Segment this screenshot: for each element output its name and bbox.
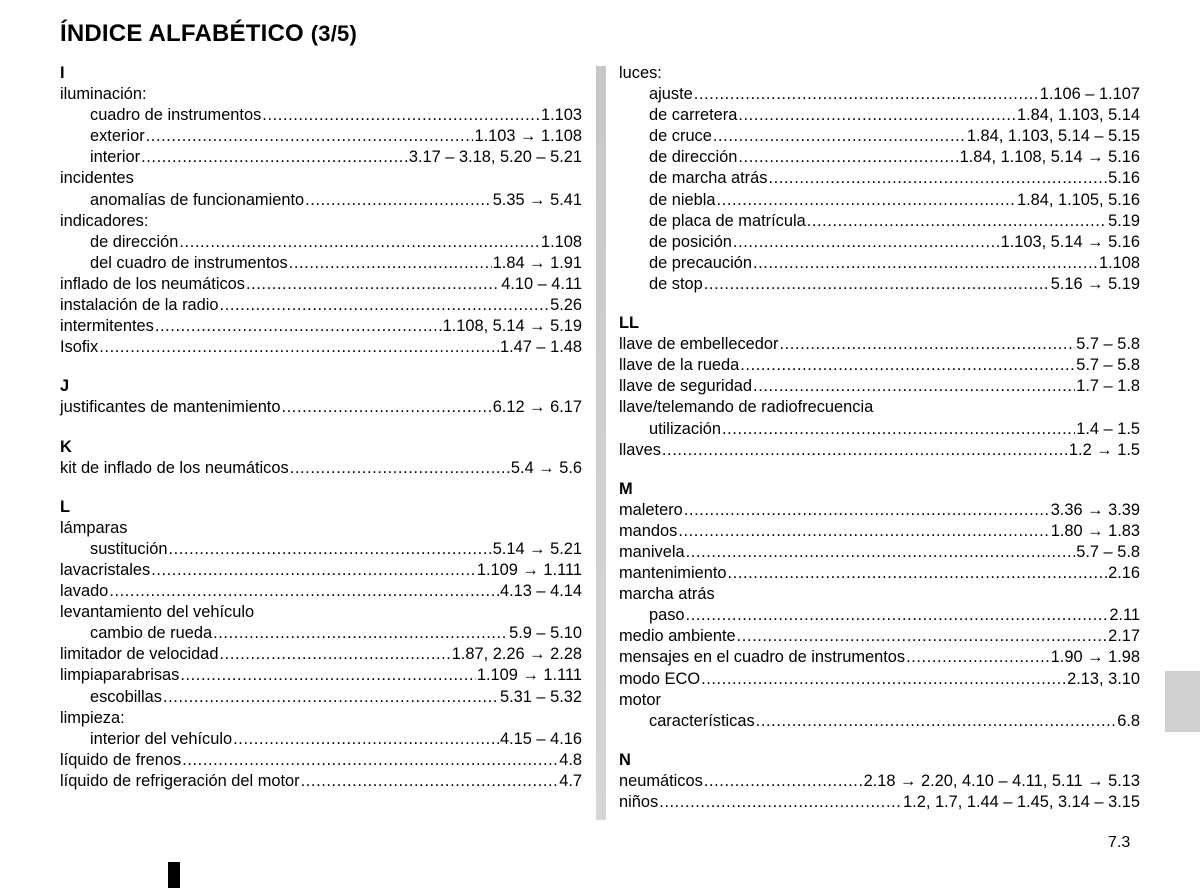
- dot-leader: [168, 539, 491, 560]
- index-entry: [619, 563, 1140, 584]
- index-subentry: [619, 711, 1140, 732]
- index-heading: limpieza:: [60, 708, 125, 727]
- entry-pages: 1.109 → 1.111: [476, 666, 582, 685]
- entry-term: mandos: [619, 521, 678, 540]
- section-letter: I: [60, 64, 65, 82]
- entry-term: modo ECO: [619, 669, 701, 688]
- dot-leader: [301, 771, 559, 792]
- index-subentry: [60, 253, 582, 274]
- index-subentry: [60, 539, 582, 560]
- entry-pages: 1.103, 5.14 → 5.16: [1000, 232, 1140, 251]
- index-heading: iluminación:: [60, 85, 147, 104]
- index-subentry: [60, 687, 582, 708]
- entry-pages: 4.7: [559, 771, 582, 790]
- entry-pages: 5.7 – 5.8: [1076, 335, 1140, 354]
- dot-leader: [701, 669, 1066, 690]
- index-entry: [619, 521, 1140, 542]
- entry-term: llaves: [619, 440, 661, 459]
- entry-pages: 1.103 → 1.108: [474, 127, 582, 146]
- index-heading: indicadores:: [60, 211, 149, 230]
- entry-term: utilización: [649, 419, 721, 438]
- entry-term: maletero: [619, 500, 683, 519]
- index-entry: [60, 771, 582, 792]
- section-letter: N: [619, 750, 631, 769]
- print-crop-mark: [168, 862, 180, 888]
- entry-term: de marcha atrás: [649, 169, 768, 188]
- entry-pages: 5.7 – 5.8: [1076, 356, 1140, 375]
- index-entry: [619, 500, 1140, 521]
- entry-pages: 2.11: [1109, 606, 1140, 625]
- index-entry: [619, 626, 1140, 647]
- entry-pages: 4.10 – 4.11: [501, 274, 582, 293]
- entry-pages: 6.8: [1117, 711, 1140, 730]
- entry-pages: 1.84, 1.103, 5.14 – 5.15: [966, 127, 1140, 146]
- entry-pages: 1.80 → 1.83: [1050, 521, 1140, 540]
- dot-leader: [753, 253, 1098, 274]
- entry-pages: 5.31 – 5.32: [499, 687, 582, 706]
- entry-pages: 1.84, 1.103, 5.14: [1016, 106, 1140, 125]
- dot-leader: [704, 771, 863, 792]
- section-spacer: [619, 732, 1140, 750]
- dot-leader: [768, 168, 1107, 189]
- dot-leader: [722, 419, 1075, 440]
- entry-pages: 5.16 → 5.19: [1050, 274, 1140, 293]
- dot-leader: [738, 105, 1016, 126]
- entry-pages: 1.108: [540, 232, 582, 251]
- dot-leader: [262, 105, 540, 126]
- section-letter: M: [619, 479, 633, 498]
- entry-term: llave de embellecedor: [619, 335, 779, 354]
- dot-leader: [99, 337, 499, 358]
- index-column-right: [619, 63, 1140, 813]
- entry-pages: 4.8: [559, 750, 582, 769]
- entry-pages: 5.16: [1108, 169, 1140, 188]
- entry-term: lavacristales: [60, 560, 151, 579]
- entry-term: paso: [649, 606, 685, 625]
- entry-pages: 1.108: [1098, 253, 1140, 272]
- index-entry: [619, 376, 1140, 397]
- entry-term: mantenimiento: [619, 564, 727, 583]
- dot-leader: [678, 521, 1049, 542]
- entry-pages: 1.2, 1.7, 1.44 – 1.45, 3.14 – 3.15: [903, 793, 1140, 811]
- entry-pages: 1.84, 1.105, 5.16: [1016, 190, 1140, 209]
- section-spacer: [619, 295, 1140, 313]
- index-entry: [619, 542, 1140, 563]
- entry-term: cuadro de instrumentos: [90, 106, 262, 125]
- index-entry: [60, 274, 582, 295]
- index-subentry: [60, 232, 582, 253]
- entry-term: de stop: [649, 274, 703, 293]
- entry-term: limpiaparabrisas: [60, 666, 180, 685]
- entry-term: de posición: [649, 232, 732, 251]
- dot-leader: [659, 792, 902, 813]
- entry-term: de niebla: [649, 190, 716, 209]
- index-subentry: [619, 253, 1140, 274]
- entry-pages: 1.47 – 1.48: [499, 338, 582, 357]
- index-subentry: [619, 84, 1140, 105]
- index-heading: luces:: [619, 64, 662, 82]
- dot-leader: [704, 274, 1050, 295]
- entry-term: ajuste: [649, 85, 693, 104]
- index-subentry: [619, 274, 1140, 295]
- dot-leader: [305, 190, 492, 211]
- section-letter: LL: [619, 314, 640, 333]
- entry-pages: 6.12 → 6.17: [492, 398, 582, 417]
- entry-pages: 1.108, 5.14 → 5.19: [442, 317, 582, 336]
- dot-leader: [694, 84, 1039, 105]
- entry-pages: 1.87, 2.26 → 2.28: [451, 645, 582, 664]
- entry-term: intermitentes: [60, 317, 154, 336]
- entry-pages: 1.109 → 1.111: [476, 560, 582, 579]
- index-subentry: [60, 105, 582, 126]
- dot-leader: [728, 563, 1108, 584]
- entry-pages: 5.9 – 5.10: [509, 624, 582, 643]
- dot-leader: [686, 542, 1076, 563]
- entry-term: de cruce: [649, 127, 712, 146]
- index-entry: [60, 644, 582, 665]
- entry-pages: 3.36 → 3.39: [1050, 500, 1140, 519]
- entry-term: de dirección: [649, 148, 738, 167]
- index-subentry: [619, 605, 1140, 626]
- entry-term: Isofix: [60, 338, 99, 357]
- entry-pages: 5.35 → 5.41: [492, 190, 582, 209]
- index-subentry: [60, 623, 582, 644]
- entry-pages: 2.17: [1108, 627, 1140, 646]
- dot-leader: [686, 605, 1109, 626]
- dot-leader: [662, 440, 1068, 461]
- index-heading: levantamiento del vehículo: [60, 603, 255, 622]
- entry-pages: 1.90 → 1.98: [1050, 648, 1140, 667]
- entry-pages: 5.26: [550, 296, 582, 315]
- index-entry: [619, 647, 1140, 668]
- page-title: [60, 20, 357, 48]
- index-subentry: [619, 105, 1140, 126]
- entry-pages: 2.13, 3.10: [1067, 669, 1140, 688]
- index-subentry: [60, 190, 582, 211]
- entry-pages: 5.7 – 5.8: [1076, 542, 1140, 561]
- entry-term: mensajes en el cuadro de instrumentos: [619, 648, 906, 667]
- dot-leader: [151, 560, 476, 581]
- index-entry: [60, 665, 582, 686]
- section-spacer: [60, 479, 582, 497]
- dot-leader: [141, 147, 408, 168]
- entry-term: cambio de rueda: [90, 624, 213, 643]
- entry-pages: 1.4 – 1.5: [1076, 419, 1140, 438]
- dot-leader: [179, 232, 540, 253]
- dot-leader: [246, 274, 500, 295]
- index-subentry: [60, 126, 582, 147]
- entry-term: interior: [90, 148, 141, 167]
- index-subentry: [60, 147, 582, 168]
- entry-term: líquido de frenos: [60, 750, 182, 769]
- dot-leader: [233, 729, 499, 750]
- section-letter: L: [60, 497, 71, 516]
- entry-pages: 5.14 → 5.21: [492, 539, 582, 558]
- index-entry: [60, 458, 582, 479]
- index-subentry: [619, 126, 1140, 147]
- entry-term: escobillas: [90, 687, 162, 706]
- entry-term: anomalías de funcionamiento: [90, 190, 305, 209]
- dot-leader: [213, 623, 508, 644]
- index-column-left: [60, 63, 582, 792]
- dot-leader: [906, 647, 1050, 668]
- index-entry: [619, 334, 1140, 355]
- entry-term: sustitución: [90, 539, 168, 558]
- section-spacer: [60, 419, 582, 437]
- entry-pages: 1.2 → 1.5: [1068, 440, 1140, 459]
- index-subentry: [619, 419, 1140, 440]
- index-subentry: [619, 190, 1140, 211]
- dot-leader: [779, 334, 1075, 355]
- dot-leader: [733, 232, 1000, 253]
- dot-leader: [155, 316, 442, 337]
- dot-leader: [109, 581, 499, 602]
- entry-pages: 1.103: [540, 106, 582, 125]
- index-heading: lámparas: [60, 518, 128, 537]
- section-tab-marker: [1165, 671, 1200, 732]
- dot-leader: [281, 397, 491, 418]
- dot-leader: [146, 126, 474, 147]
- dot-leader: [220, 295, 550, 316]
- entry-pages: 4.15 – 4.16: [499, 729, 582, 748]
- index-entry: [619, 669, 1140, 690]
- entry-term: de precaución: [649, 253, 752, 272]
- index-entry: [60, 750, 582, 771]
- index-heading: llave/telemando de radiofrecuencia: [619, 398, 874, 417]
- entry-pages: 2.18 → 2.20, 4.10 – 4.11, 5.11 → 5.13: [863, 771, 1140, 790]
- dot-leader: [738, 147, 958, 168]
- entry-term: llave de la rueda: [619, 356, 740, 375]
- entry-term: lavado: [60, 582, 109, 601]
- dot-leader: [684, 500, 1050, 521]
- entry-pages: 1.84, 1.108, 5.14 → 5.16: [959, 148, 1140, 167]
- entry-term: características: [649, 711, 755, 730]
- dot-leader: [180, 665, 476, 686]
- entry-pages: 3.17 – 3.18, 5.20 – 5.21: [408, 148, 582, 167]
- entry-term: limitador de velocidad: [60, 645, 219, 664]
- section-letter: J: [60, 377, 70, 396]
- index-entry: [60, 397, 582, 418]
- index-subentry: [619, 147, 1140, 168]
- index-entry: [619, 792, 1140, 813]
- entry-term: justificantes de mantenimiento: [60, 398, 281, 417]
- index-subentry: [60, 729, 582, 750]
- dot-leader: [182, 750, 558, 771]
- index-entry: [619, 440, 1140, 461]
- dot-leader: [290, 458, 510, 479]
- entry-pages: 5.19: [1108, 211, 1140, 230]
- entry-pages: 2.16: [1108, 564, 1140, 583]
- dot-leader: [220, 644, 451, 665]
- dot-leader: [717, 190, 1016, 211]
- index-entry: [619, 771, 1140, 792]
- entry-term: inflado de los neumáticos: [60, 274, 245, 293]
- index-subentry: [619, 232, 1140, 253]
- index-heading: motor: [619, 690, 661, 709]
- index-entry: [60, 295, 582, 316]
- dot-leader: [740, 355, 1075, 376]
- entry-term: de placa de matrícula: [649, 211, 806, 230]
- page-number: 7.3: [1108, 834, 1131, 851]
- index-subentry: [619, 211, 1140, 232]
- entry-pages: 1.84 → 1.91: [492, 253, 582, 272]
- dot-leader: [753, 376, 1075, 397]
- index-entry: [60, 337, 582, 358]
- column-divider: [596, 66, 606, 820]
- entry-term: de dirección: [90, 232, 179, 251]
- index-heading: incidentes: [60, 169, 134, 188]
- entry-pages: 1.7 – 1.8: [1076, 377, 1140, 396]
- entry-term: interior del vehículo: [90, 729, 233, 748]
- dot-leader: [756, 711, 1117, 732]
- entry-term: manivela: [619, 542, 685, 561]
- index-heading: marcha atrás: [619, 585, 715, 604]
- entry-term: neumáticos: [619, 771, 703, 790]
- entry-term: de carretera: [649, 106, 738, 125]
- section-spacer: [60, 358, 582, 376]
- entry-term: del cuadro de instrumentos: [90, 253, 288, 272]
- entry-term: kit de inflado de los neumáticos: [60, 458, 289, 477]
- dot-leader: [737, 626, 1107, 647]
- entry-pages: 4.13 – 4.14: [499, 582, 582, 601]
- index-entry: [60, 581, 582, 602]
- entry-term: llave de seguridad: [619, 377, 753, 396]
- index-subentry: [619, 168, 1140, 189]
- entry-pages: 5.4 → 5.6: [510, 458, 582, 477]
- dot-leader: [713, 126, 966, 147]
- entry-term: instalación de la radio: [60, 296, 219, 315]
- entry-term: niños: [619, 793, 659, 811]
- index-entry: [60, 560, 582, 581]
- entry-term: exterior: [90, 127, 145, 146]
- title-part-indicator: (3/5): [310, 21, 357, 46]
- entry-term: medio ambiente: [619, 627, 736, 646]
- dot-leader: [289, 253, 492, 274]
- dot-leader: [163, 687, 499, 708]
- title-text: ÍNDICE ALFABÉTICO: [60, 20, 304, 47]
- index-entry: [60, 316, 582, 337]
- section-letter: K: [60, 437, 72, 456]
- index-entry: [619, 355, 1140, 376]
- entry-pages: 1.106 – 1.107: [1039, 85, 1140, 104]
- section-spacer: [619, 461, 1140, 479]
- dot-leader: [807, 211, 1107, 232]
- entry-term: líquido de refrigeración del motor: [60, 771, 300, 790]
